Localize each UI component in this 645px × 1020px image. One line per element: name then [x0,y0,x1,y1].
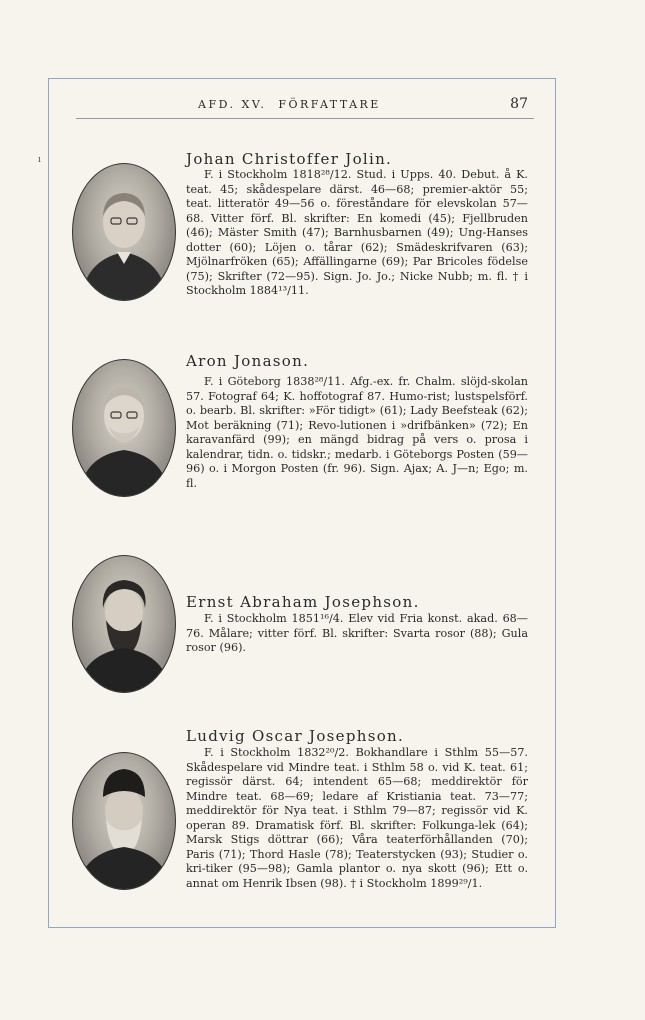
margin-mark: ı [38,155,41,165]
author-name: Ludvig Oscar Josephson. [186,727,405,745]
author-biography: F. i Stockholm 1851¹⁶/4. Elev vid Fria konst. akad. 68—76. Målare; vitter förf. Bl. skrifter: Svarta rosor (88); Gula rosor (96). [186,612,528,654]
header-rule [76,118,534,119]
portrait-image [72,163,176,301]
running-head-title: AFD. XV. FÖRFATTARE [198,98,381,111]
portrait-image [72,555,176,693]
author-name: Ernst Abraham Josephson. [186,593,420,611]
author-biography: F. i Stockholm 1818²⁸/12. Stud. i Upps. 40. Debut. å K. teat. 45; skådespelare därst. 46—68; premier-aktör 55; teat. litteratör 49—56 o. föreståndare för elevskolan 57—68. Vitter förf. Bl. skrifter: En komedi (45); Fjellbruden (46); Mäster Smith (47); Barnhusbarnen (49); Ung-Hanses dotter (60); Löjen o. tårar (62); Smädeskrifvaren (63); Mjölnarfröken (65); Affällingarne (69); Par Bricoles födelse (75); Skrifter (72—95). Sign. Jo. Jo.; Nicke Nubb; m. fl. † i Stockholm 1884¹³/11. [186,168,528,297]
portrait-image [72,359,176,497]
author-biography: F. i Stockholm 1832²⁰/2. Bokhandlare i Sthlm 55—57. Skådespelare vid Mindre teat. i Sthlm 58 o. vid K. teat. 61; regissör därst. 64; intendent 65—68; meddirektör för Mindre teat. 68—69; ledare af Kristiania teat. 73—77; meddirektör för Nya teat. i Sthlm 79—87; regissör vid K. operan 89. Dramatisk förf. Bl. skrifter: Folkunga-lek (64); Marsk Stigs döttrar (66); Våra teaterförhållanden (70); Paris (71); Thord Hasle (78); Teaterstycken (93); Studier o. kri-tiker (95—98); Gamla plantor o. nya skott (96); Ett o. annat om Henrik Ibsen (98). † i Stockholm 1899²⁹/1. [186,746,528,890]
author-name: Aron Jonason. [186,352,310,370]
page-number: 87 [510,96,528,112]
running-head [48,98,556,118]
author-name: Johan Christoffer Jolin. [186,150,393,168]
author-biography: F. i Göteborg 1838²⁸/11. Afg.-ex. fr. Chalm. slöjd-skolan 57. Fotograf 64; K. hoffotograf 87. Humo-rist; lustspelsförf. o. bearb. Bl. skrifter: »För tidigt» (61); Lady Beefsteak (62); Mot beräkning (71); Revo-lutionen i »drifbänken» (72); En karavanfärd (99); en mängd bidrag på vers o. prosa i kalendrar, tidn. o. tidskr.; medarb. i Göteborgs Posten (59—96) o. i Morgon Posten (fr. 96). Sign. Ajax; A. J—n; Ego; m. fl. [186,375,528,490]
portrait-image [72,752,176,890]
